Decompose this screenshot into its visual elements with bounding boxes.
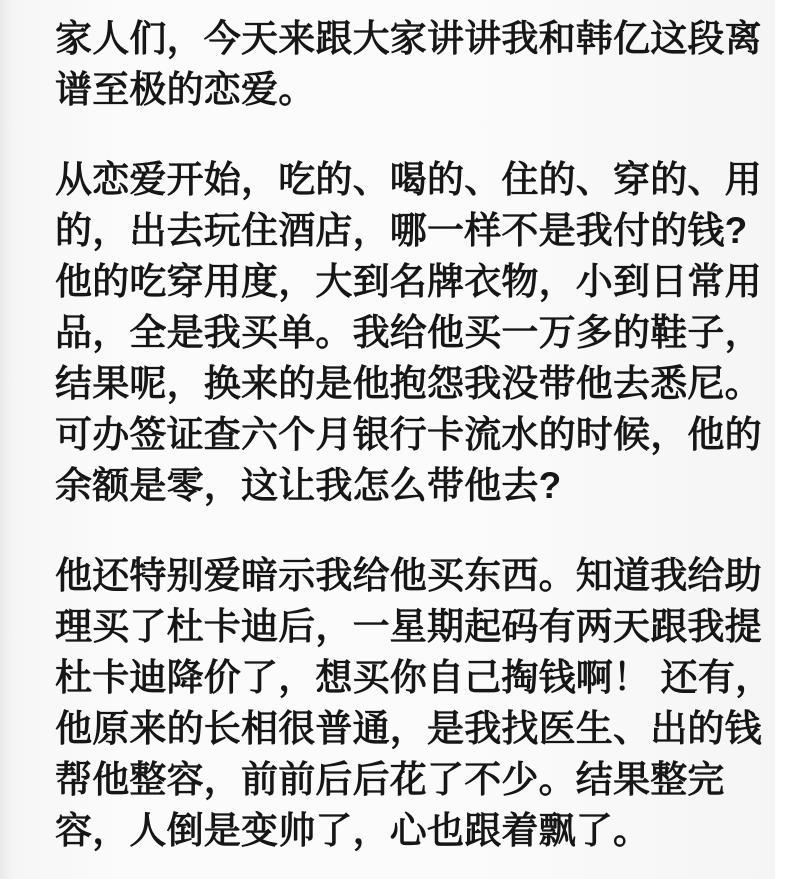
text-line: 家人们，今天来跟大家讲讲我和韩亿这段离 (55, 18, 762, 59)
text-line: 他还特别爱暗示我给他买东西。知道我给助 (55, 555, 762, 596)
page-right-margin (775, 0, 800, 879)
text-line: 结果呢，换来的是他抱怨我没带他去悉尼。 (55, 363, 762, 404)
text-line: 可办签证查六个月银行卡流水的时候，他的 (55, 414, 762, 455)
text-line: 品，全是我买单。我给他买一万多的鞋子， (55, 312, 762, 353)
text-line: 他的吃穿用度，大到名牌衣物，小到日常用 (55, 261, 762, 302)
text-line: 从恋爱开始，吃的、喝的、住的、穿的、用 (55, 159, 762, 200)
text-line: 杜卡迪降价了，想买你自己掏钱啊！ 还有， (55, 657, 773, 698)
text-line: 容，人倒是变帅了，心也跟着飘了。 (55, 810, 651, 851)
text-line: 帮他整容，前前后后花了不少。结果整完 (55, 759, 725, 800)
text-line: 谱至极的恋爱。 (55, 69, 316, 110)
paragraph-hints (55, 550, 773, 856)
text-line: 的，出去玩住酒店，哪一样不是我付的钱? (55, 210, 748, 251)
paragraph-spending (55, 154, 761, 511)
paragraph-intro (55, 13, 761, 115)
text-line: 他原来的长相很普通，是我找医生、出的钱 (55, 708, 762, 749)
text-line: 余额是零，这让我怎么带他去? (55, 465, 562, 506)
text-line: 理买了杜卡迪后，一星期起码有两天跟我提 (55, 606, 762, 647)
